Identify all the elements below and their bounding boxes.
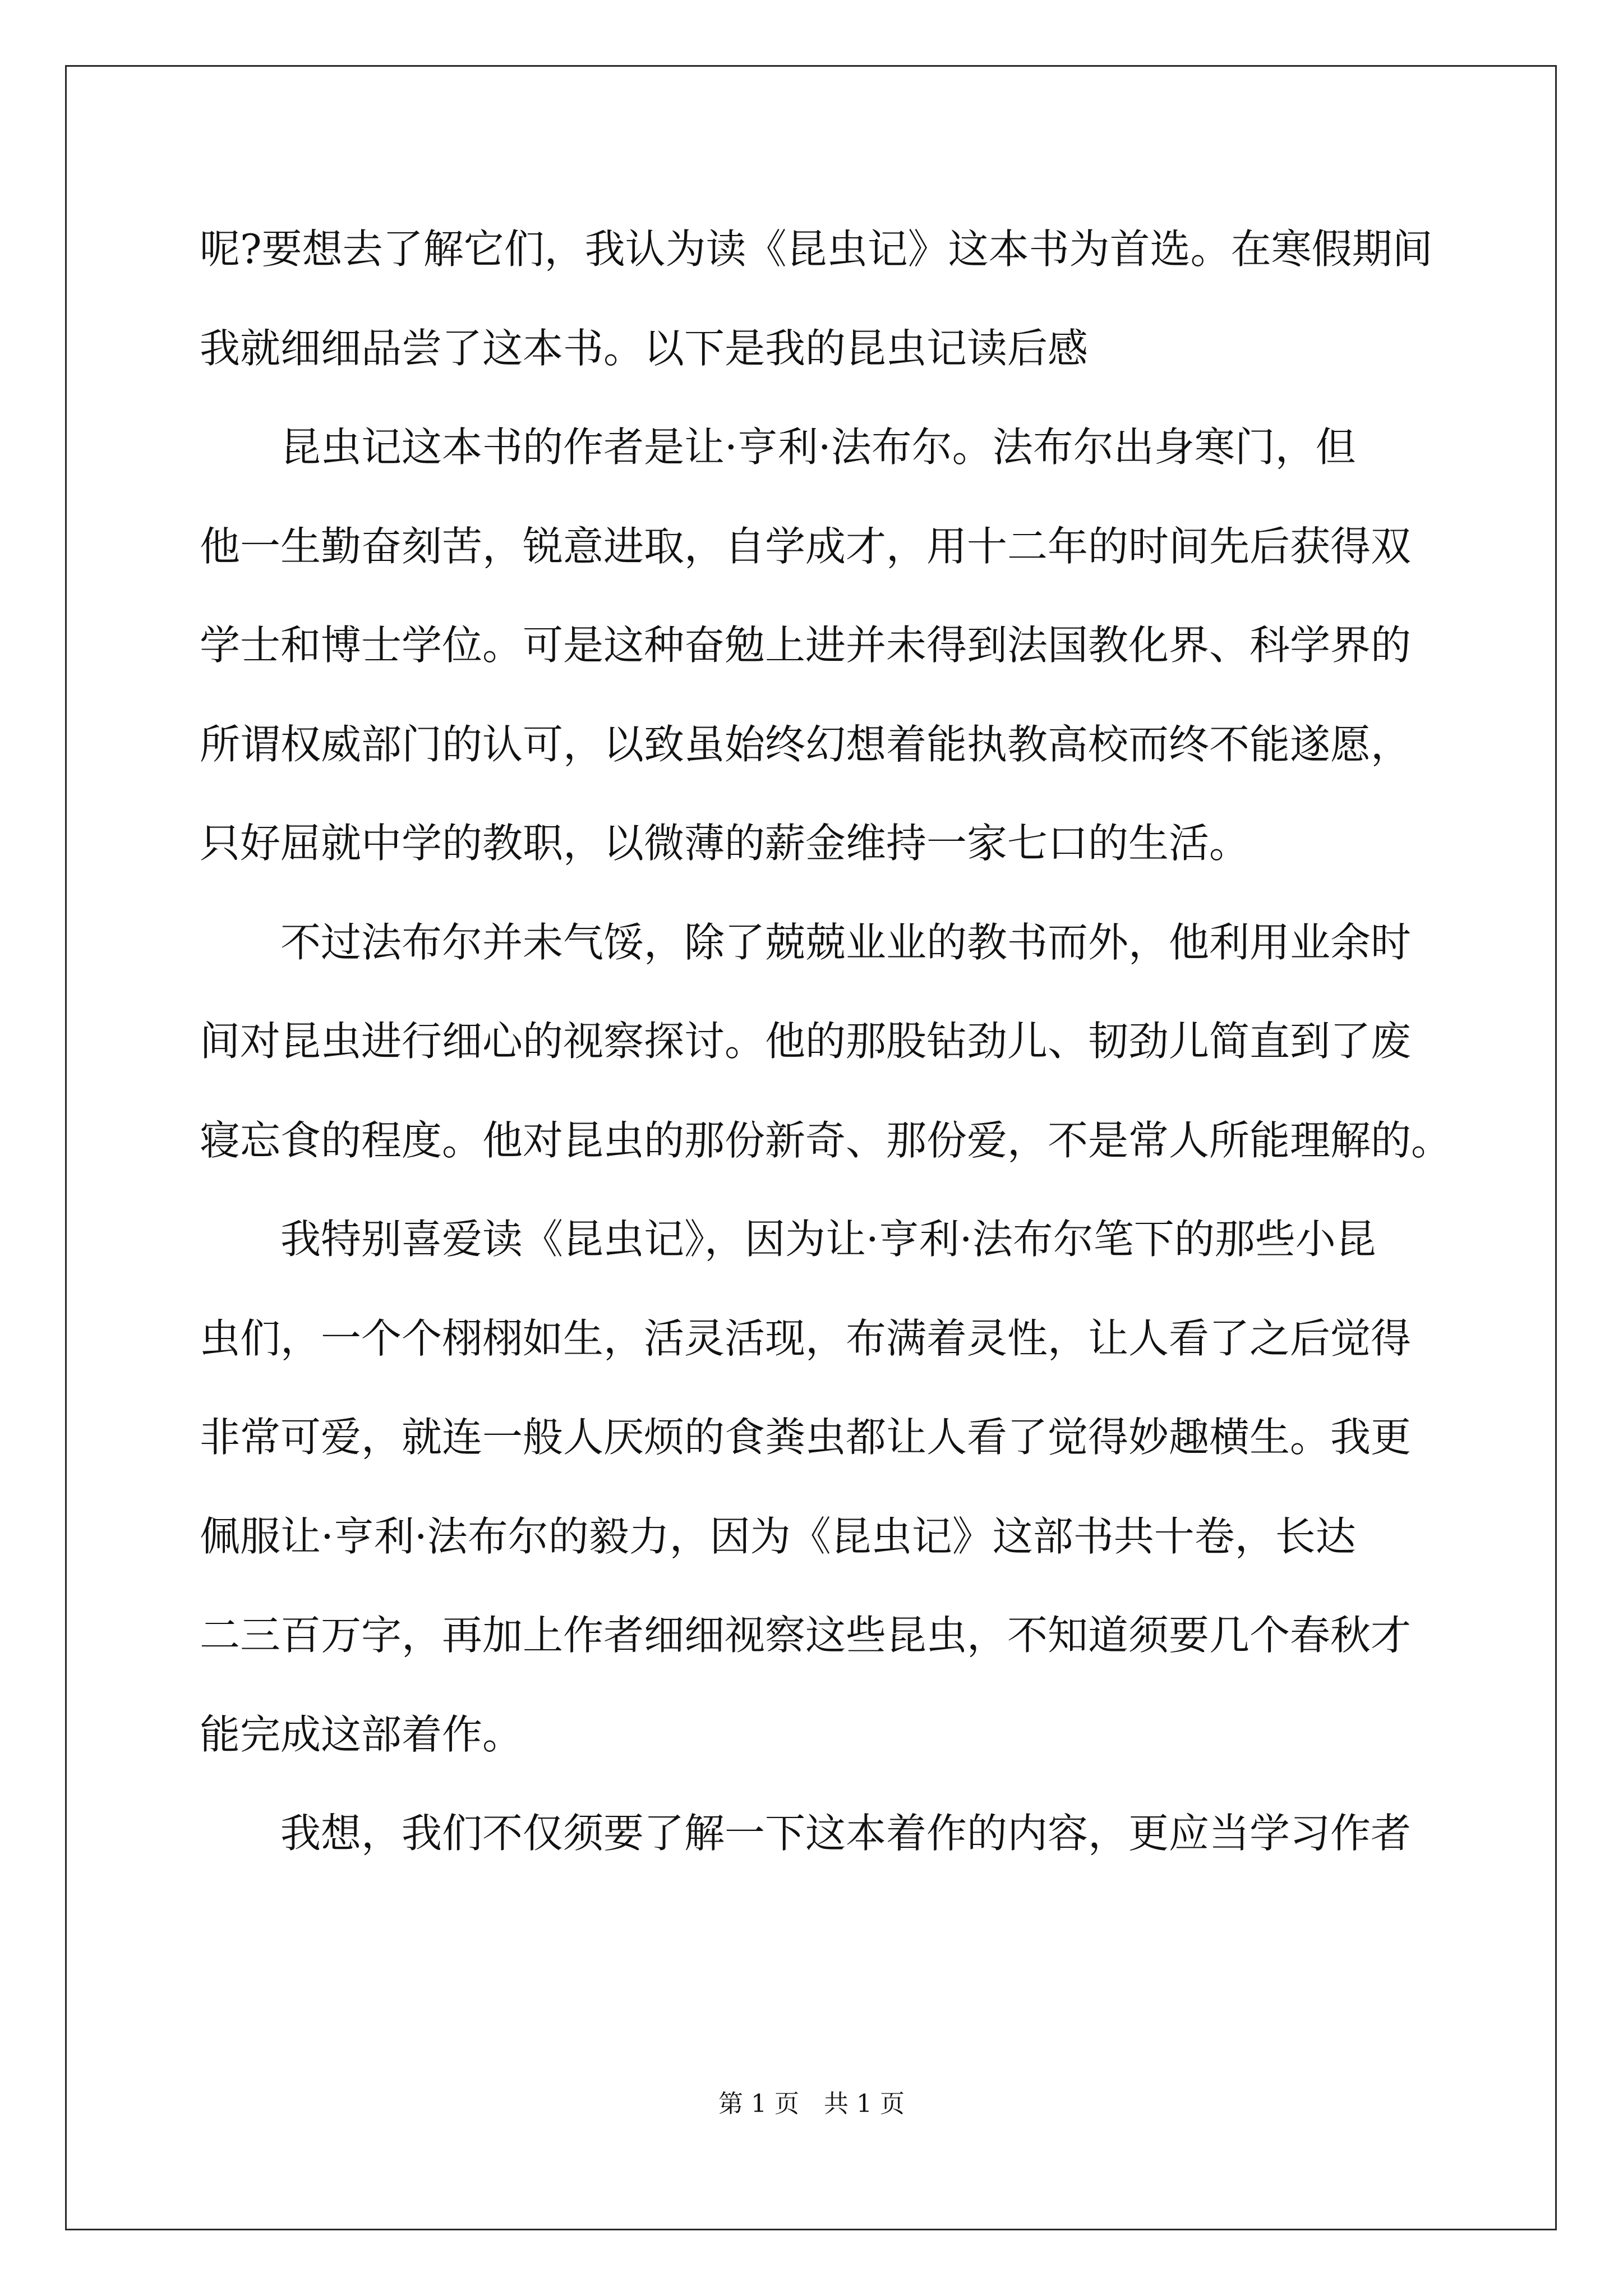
text-line: 能完成这部着作。	[200, 1710, 523, 1758]
document-body	[200, 211, 1456, 1894]
text-line: 佩服让·亨利·法布尔的毅力，因为《昆虫记》这部书共十卷，长达	[200, 1512, 1356, 1560]
text-line: 只好屈就中学的教职，以微薄的薪金维持一家七口的生活。	[200, 820, 1250, 867]
text-line: 二三百万字，再加上作者细细视察这些昆虫，不知道须要几个春秋才	[200, 1612, 1412, 1659]
text-line: 呢?要想去了解它们，我认为读《昆虫记》这本书为首选。在寒假期间	[200, 226, 1433, 273]
text-line: 间对昆虫进行细心的视察探讨。他的那股钻劲儿、韧劲儿简直到了废	[200, 1018, 1412, 1065]
text-line: 不过法布尔并未气馁，除了兢兢业业的教书而外，他利用业余时	[200, 918, 1412, 966]
text-line: 我想，我们不仅须要了解一下这本着作的内容，更应当学习作者	[200, 1810, 1412, 1857]
text-line: 我就细细品尝了这本书。以下是我的昆虫记读后感	[200, 324, 1089, 372]
text-line: 非常可爱，就连一般人厌烦的食粪虫都让人看了觉得妙趣横生。我更	[200, 1414, 1412, 1461]
text-line: 他一生勤奋刻苦，锐意进取，自学成才，用十二年的时间先后获得双	[200, 522, 1412, 570]
page-footer: 第 1 页 共 1 页	[718, 2090, 905, 2118]
text-line: 虫们，一个个栩栩如生，活灵活现，布满着灵性，让人看了之后觉得	[200, 1314, 1412, 1362]
text-line: 所谓权威部门的认可，以致虽始终幻想着能执教高校而终不能遂愿，	[200, 720, 1412, 768]
text-line: 昆虫记这本书的作者是让·亨利·法布尔。法布尔出身寒门，但	[200, 424, 1356, 471]
text-line: 学士和博士学位。可是这种奋勉上进并未得到法国教化界、科学界的	[200, 622, 1412, 669]
text-line: 我特别喜爱读《昆虫记》，因为让·亨利·法布尔笔下的那些小昆	[200, 1216, 1376, 1263]
text-line: 寝忘食的程度。他对昆虫的那份新奇、那份爱，不是常人所能理解的。	[200, 1116, 1452, 1164]
